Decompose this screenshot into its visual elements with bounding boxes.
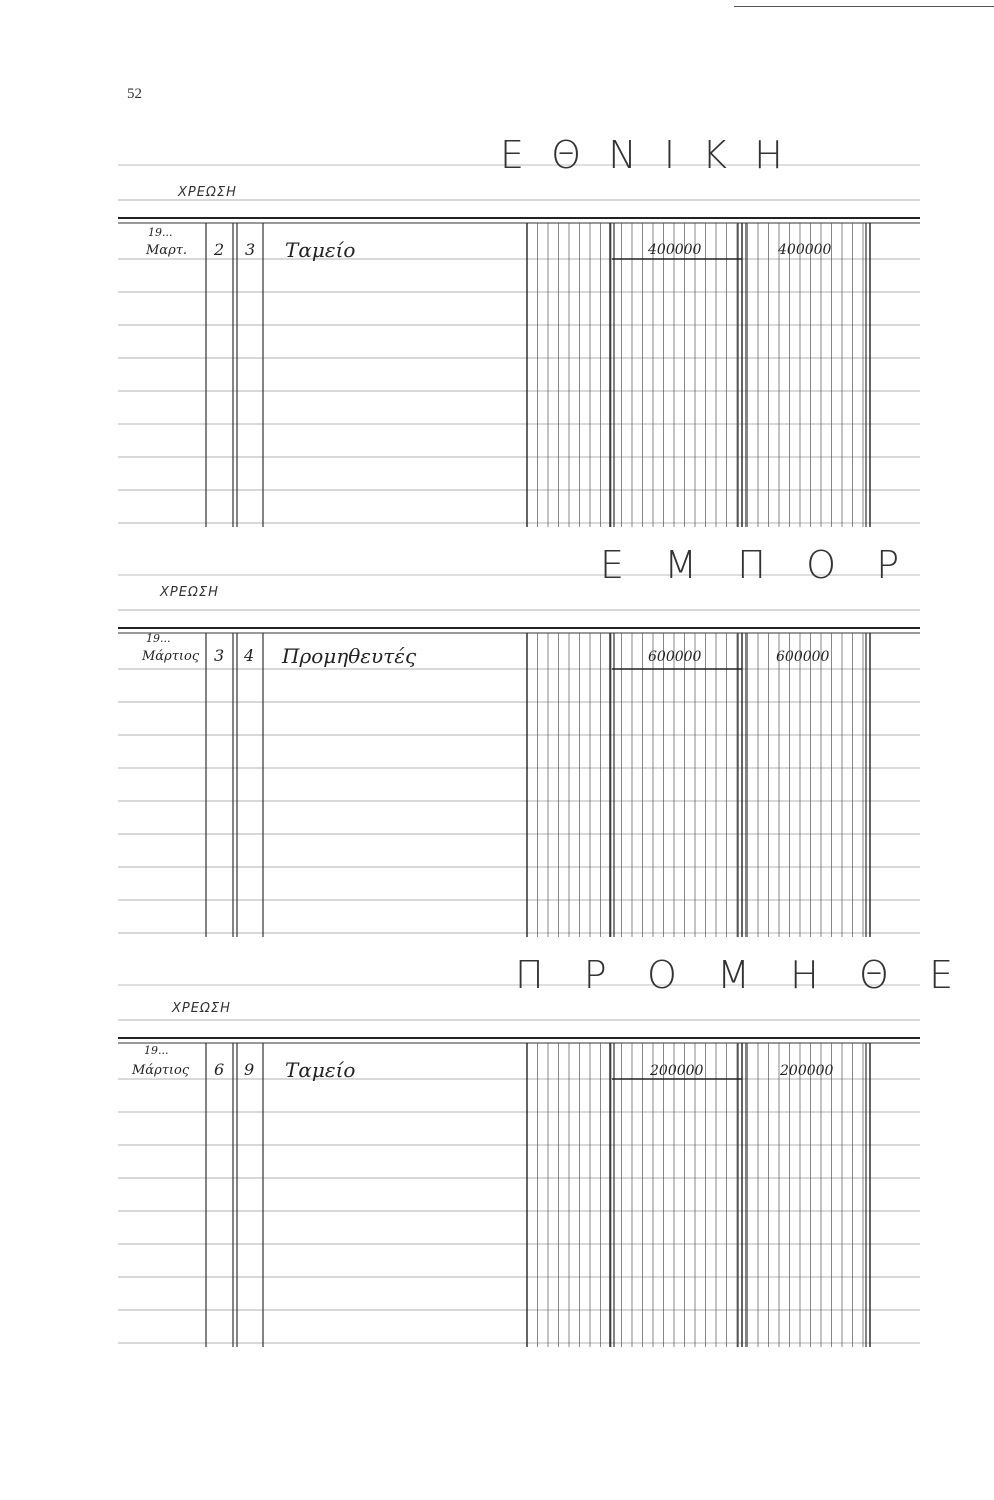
entry-account: Ταμείο xyxy=(285,1058,356,1082)
entry-year: 19... xyxy=(148,226,173,239)
debit-label: ΧΡΕΩΣΗ xyxy=(160,585,219,600)
entry-amount: 200000 xyxy=(650,1063,704,1079)
entry-day: 6 xyxy=(214,1060,225,1079)
entry-account: Προμηθευτές xyxy=(282,644,417,668)
entry-amount: 600000 xyxy=(648,649,702,665)
entry-month: Μαρτ. xyxy=(146,243,188,258)
ledger-section-3 xyxy=(0,945,994,1345)
entry-day: 2 xyxy=(214,240,225,259)
section-title: Ε Μ Π Ο Ρ xyxy=(600,543,901,587)
entry-total: 200000 xyxy=(780,1063,834,1079)
entry-folio: 4 xyxy=(244,646,255,665)
entry-total: 400000 xyxy=(778,242,832,258)
section-title: Π Ρ Ο Μ Η Θ Ε xyxy=(515,953,955,997)
ledger-grid xyxy=(0,535,994,945)
page-number: 52 xyxy=(127,86,142,102)
ledger-section-1 xyxy=(0,125,994,525)
entry-day: 3 xyxy=(214,646,225,665)
entry-month: Μάρτιος xyxy=(142,649,200,664)
ledger-grid xyxy=(0,125,994,535)
entry-total: 600000 xyxy=(776,649,830,665)
top-edge-rule xyxy=(734,6,994,7)
entry-year: 19... xyxy=(144,1044,169,1057)
debit-label: ΧΡΕΩΣΗ xyxy=(178,185,237,200)
entry-amount: 400000 xyxy=(648,242,702,258)
section-title: Ε Θ Ν Ι Κ Η xyxy=(500,133,784,177)
ledger-grid xyxy=(0,945,994,1355)
entry-folio: 3 xyxy=(245,240,256,259)
ledger-section-2 xyxy=(0,535,994,935)
debit-label: ΧΡΕΩΣΗ xyxy=(172,1001,231,1016)
entry-folio: 9 xyxy=(244,1060,255,1079)
entry-year: 19... xyxy=(146,632,171,645)
entry-month: Μάρτιος xyxy=(132,1063,190,1078)
entry-account: Ταμείο xyxy=(285,238,356,262)
